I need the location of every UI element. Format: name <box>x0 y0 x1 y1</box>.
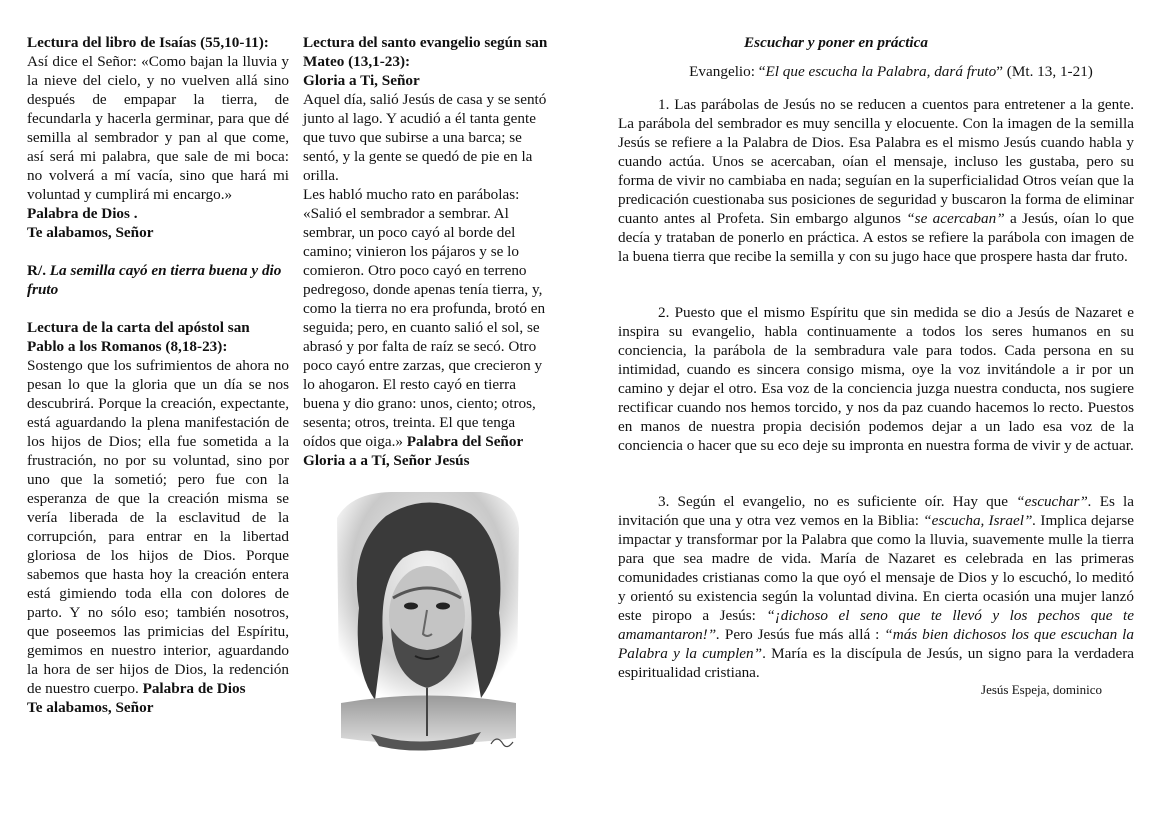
gospel-body-2 <box>303 185 550 451</box>
reading1-response: Te alabamos, Señor <box>27 224 154 241</box>
paragraph-2: 2. Puesto que el mismo Espíritu que sin medida se dio a Jesús de Nazaret e inspira su evangelio, habla continuamente a todos los seres humanos en su conciencia, la parábola de la sembradura vale para todos. Cada persona en su intimidad, cuando es sincera consigo misma, oye la voz invitándole a ir por un camino y dejar el otro. Esa voz de la conciencia juzga nuestra conducta, nos sugiere rectificar cuando nos hemos torcido, y nos da paz cuando hacemos lo recto. Puestos en manos de nuestra propia decisión podemos dejar a un lado esa voz de la conciencia o hacer que su eco deje su impronta en nuestra forma de vivir y de actuar. <box>618 304 1134 454</box>
p3-emphasis-4: “más bien dichosos los que escuchan la Palabra y la cumplen” <box>618 626 1134 662</box>
p3-text-b: Es la invitación que una y otra vez vemos en la Biblia: <box>618 493 1134 529</box>
paragraph-3 <box>618 492 1134 682</box>
p3-text-d: Pero Jesús fue más allá : <box>719 626 885 643</box>
p3-emphasis-3: “¡dichoso el seno que te llevó y los pechos que te amamantaron!”. <box>618 607 1134 643</box>
p1-text-a: 1. Las parábolas de Jesús no se reducen a cuentos para entretener a la gente. La parábola del sembrador es muy sencilla y elocuente. Con la imagen de la semilla Jesús se refiere a la Palabra de Dios. Esa Palabra es el mismo Jesús cuando habla y cuando actúa. Unos se acercaban, oían el mensaje, incluso les gustaba, pero su forma de vivir no cambiaba en nada; seguían en la superficialidad Otros veían que la predicación cuestionaba sus posiciones de seguridad y buscaron la forma de eliminar cuanto antes al Profeta. Sin embargo algunos <box>618 96 1134 227</box>
p1-text-b: a Jesús, oían lo que decía y trataban de ponerlo en práctica. A estos se refiere la parábola con imagen de la buena tierra que recibe la semilla y con su jugo hace que prospere hasta dar fruto. <box>618 210 1134 265</box>
gospel-close: Palabra del Señor <box>406 433 524 450</box>
gospel-acclamation: Gloria a Ti, Señor <box>303 72 420 89</box>
reading1-close: Palabra de Dios . <box>27 205 138 222</box>
right-column <box>618 33 1134 698</box>
subtitle-quote: El que escucha la Palabra, dará fruto <box>765 63 997 80</box>
p3-emphasis-2: “escucha, Israel”. <box>923 512 1037 529</box>
p1-emphasis: “se acercaban” <box>906 210 1005 227</box>
subtitle-suffix: ” (Mt. 13, 1-21) <box>996 63 1093 80</box>
reading1-title: Lectura del libro de Isaías (55,10-11): <box>27 34 269 51</box>
reading2-close: Palabra de Dios <box>142 680 246 697</box>
p3-text-e: . María es la discípula de Jesús, un signo para la verdadera espiritualidad cristiana. <box>618 645 1134 681</box>
gospel-response: Gloria a a Tí, Señor Jesús <box>303 452 470 469</box>
psalm-response <box>27 261 289 299</box>
reading2-title: Lectura de la carta del apóstol san Pablo a los Romanos (8,18-23): <box>27 319 250 355</box>
psalm-text: La semilla cayó en tierra buena y dio fruto <box>27 262 282 298</box>
p3-emphasis-1: “escuchar”. <box>1016 493 1092 510</box>
article-title: Escuchar y poner en práctica <box>744 34 928 51</box>
article-subtitle <box>618 62 1134 81</box>
p3-text-c: Implica dejarse impactar y transformar por la Palabra que como la lluvia, suavemente mulle la tierra para que sea madre de vida. María de Nazaret es celebrada en las primeras comunidades cristianas como la que oyó el mensaje de Dios y lo escuchó, lo meditó y orientó su existencia según la voluntad divina. En cierta ocasión una mujer lanzó este piropo a Jesús: <box>618 512 1135 624</box>
gospel-title: Lectura del santo evangelio según san Mateo (13,1-23): <box>303 34 548 70</box>
reading2-response: Te alabamos, Señor <box>27 699 154 716</box>
gospel-text-2: Les habló mucho rato en parábolas: «Salió el sembrador a sembrar. Al sembrar, un poco cayó al borde del camino; vinieron los pájaros y se lo comieron. Otro poco cayó en terreno pedregoso, donde apenas tenía tierra, y, como la tierra no era profunda, brotó en seguida; pero, en cuanto salió el sol, se abrasó y por falta de raíz se secó. Otro poco cayó entre zarzas, que crecieron y lo ahogaron. El resto cayó en tierra buena y dio grano: unos, ciento; otros, sesenta; otros, treinta. El que tenga oídos que oiga.» <box>303 186 546 450</box>
gospel-text-1: Aquel día, salió Jesús de casa y se sentó junto al lago. Y acudió a él tanta gente que tuvo que subirse a una barca; se sentó, y la gente se quedó de pie en la orilla. <box>303 91 547 184</box>
reading2-text: Sostengo que los sufrimientos de ahora no pesan lo que la gloria que un día se nos descubrirá. Porque la creación, expectante, está aguardando la plena manifestación de los hijos de Dios; ella fue sometida a la frustración, no por su voluntad, sino por uno que la sometió; pero fue con la esperanza de que la creación misma se vería liberada de la esclavitud de la corrupción, para entrar en la libertad gloriosa de los hijos de Dios. Porque sabemos que hasta hoy la creación entera está gimiendo toda ella con dolores de parto. Y no sólo eso; también nosotros, que poseemos las primicias del Espíritu, gemimos en nuestro interior, aguardando la hora de ser hijos de Dios, la redención de nuestro cuerpo. <box>27 357 289 697</box>
jesus-portrait-illustration <box>331 488 524 767</box>
subtitle-prefix: Evangelio: “ <box>689 63 766 80</box>
reading2-body <box>27 356 289 698</box>
psalm-prefix: R/. <box>27 262 46 279</box>
middle-column <box>303 33 550 767</box>
paragraph-1 <box>618 95 1134 266</box>
reading1-text: Así dice el Señor: «Como bajan la lluvia y la nieve del cielo, y no vuelven allá sino después de empapar la tierra, de fecundarla y hacerla germinar, para que dé semilla al sembrador y pan al que come, así será mi palabra, que sale de mi boca: no volverá a mí vacía, sino que hará mi voluntad y cumplirá mi encargo.» <box>27 53 289 203</box>
author-signature: Jesús Espeja, dominico <box>981 682 1102 697</box>
p3-text-a: 3. Según el evangelio, no es suficiente oír. Hay que <box>658 493 1017 510</box>
left-column <box>27 33 289 717</box>
